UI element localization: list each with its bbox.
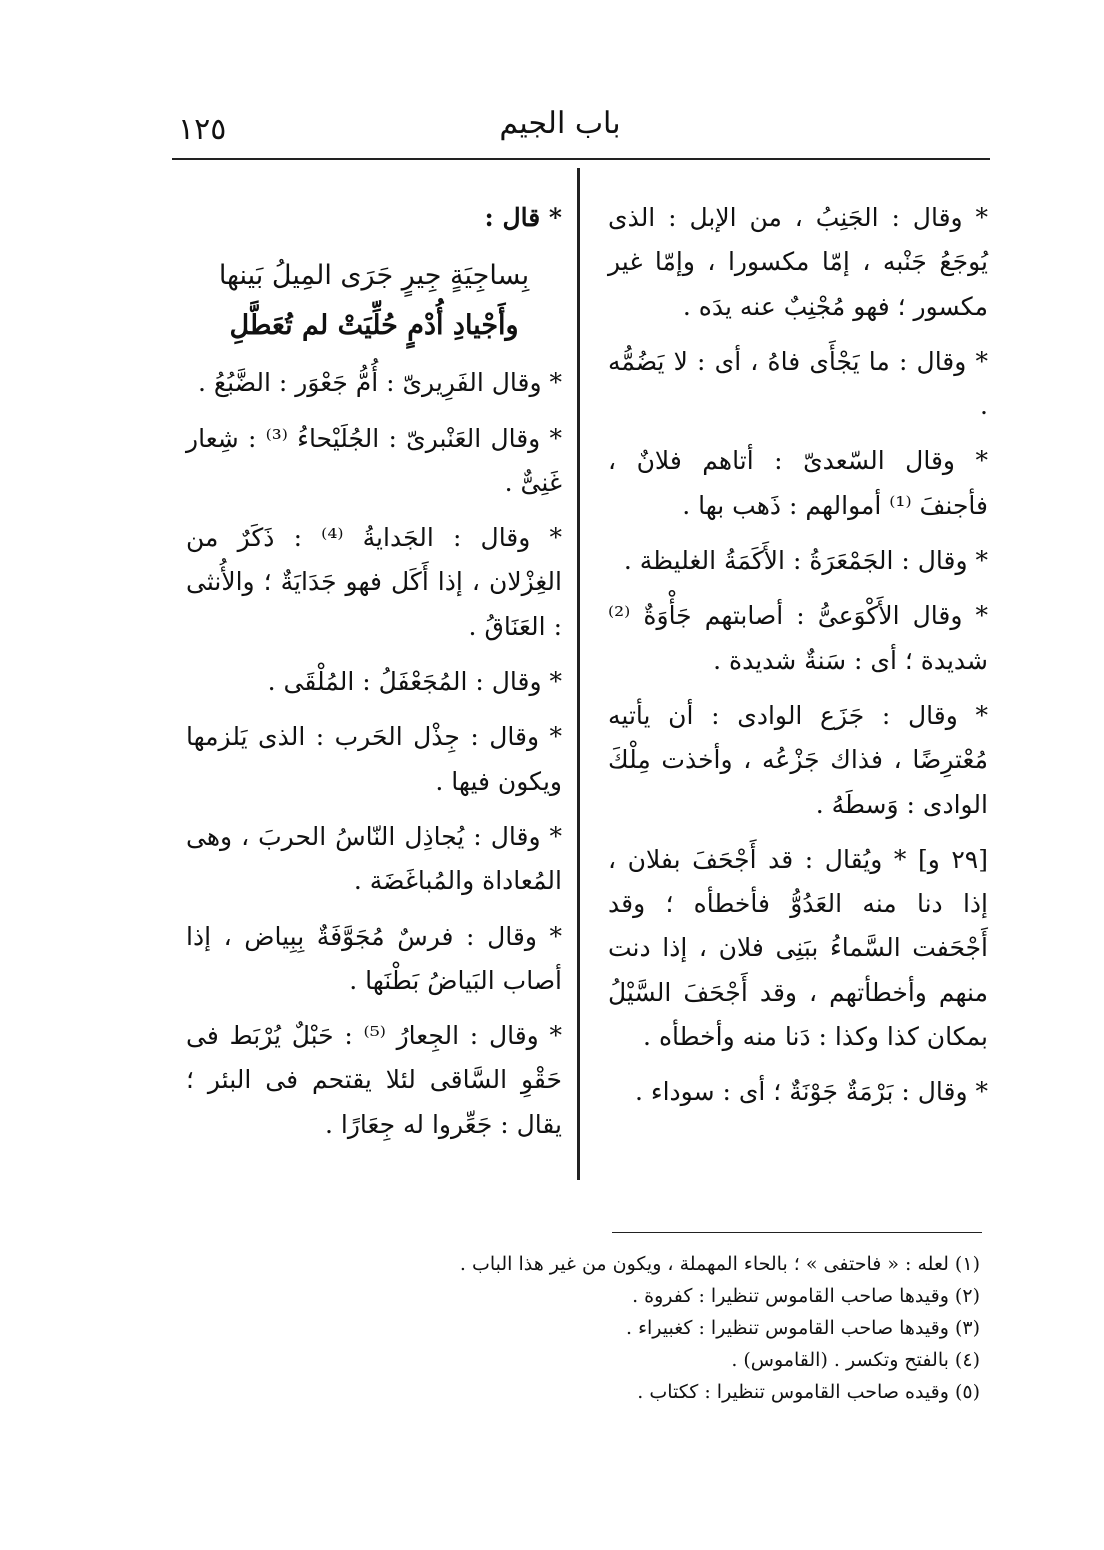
left-column: [186, 196, 562, 1158]
entry-text: * وقال الأَكْوَعىُّ : أصابتهم جَأْوَةٌ ⁽²⁾ شديدة ؛ أى : سَنةٌ شديدة .: [608, 601, 988, 675]
entry-text: * وقال العَنْبرىّ : الجُلَيْحاءُ ⁽³⁾ : شِعار غَنِىٌّ .: [186, 423, 562, 497]
entry: [186, 417, 562, 506]
footnotes: [440, 1248, 980, 1408]
header-rule: [172, 158, 990, 160]
entry-intro: * قال :: [484, 203, 562, 232]
footnote: (٥) وقيده صاحب القاموس تنظيرا : ككتاب .: [637, 1381, 980, 1403]
entry: [186, 1014, 562, 1147]
entry-text: * وقال : يُجاذِل النّاسُ الحربَ ، وهى المُعاداة والمُباغَضَة .: [186, 821, 562, 896]
entry-text: * وقال : الجَمْعَرَةُ : الأَكَمَةُ الغليظة .: [623, 546, 988, 576]
footnote: (٤) بالفتح وتكسر . (القاموس) .: [731, 1349, 980, 1371]
entry-text: * وقال : بَرْمَةٌ جَوْنَةٌ ؛ أى : سوداء .: [634, 1077, 988, 1107]
entry: [608, 1070, 988, 1114]
verse-hemistich-1: بِساجِيَةٍ جِيرٍ جَرَى المِيلُ بَينها: [218, 260, 530, 292]
entry: [608, 694, 988, 827]
entry: [608, 594, 988, 683]
entry: [186, 715, 562, 804]
entry-text: * وقال : جَزَع الوادى : أن يأتيه مُعْترِضًا ، فذاك جَزْعُه ، وأخذت مِلْكَ الوادى : وَسطَهُ .: [608, 700, 988, 819]
entry-text: * وقال السّعدىّ : أتاهم فلانٌ ، فأجنفَ ⁽¹⁾ أموالهم : ذَهب بها .: [608, 446, 988, 520]
entry: [608, 340, 988, 429]
entry-text: [٢٩ و] * ويُقال : قد أَجْحَفَ بفلان ، إذا دنا منه العَدُوُّ فأخطأه ؛ وقد أَجْحَفت السَّماءُ ببَنِى فلان ، إذا دنت منهم وأخطأتهم ، وقد أَجْحَفَ السَّيْلُ بمكان كذا وكذا : دَنا منه وأخطأه .: [608, 844, 988, 1052]
entry-text: * وقال : الجَنِبُ ، من الإبل : الذى يُوجَعُ جَنْبه ، إمّا مكسورا ، وإمّا غير مكسور ؛ فهو مُجْنِبٌ عنه يدَه .: [608, 203, 988, 321]
running-head: باب الجيم: [499, 106, 621, 141]
verse-hemistich-2: وأَجْيادِ أُدْمٍ حُلِّيَتْ لم تُعَطَّلِ: [229, 310, 519, 342]
entry-text: * وقال : الجَدايةُ ⁽⁴⁾ : ذَكَرٌ من الغِزْلان ، إذا أَكَل فهو جَدَايَةٌ ؛ والأُنثى : العَنَاقُ .: [186, 523, 562, 641]
entry: [608, 439, 988, 528]
entry: [608, 838, 988, 1059]
entry-text: * وقال : جِذْل الحَرب : الذى يَلزمها ويكون فيها .: [186, 722, 562, 796]
entry: [186, 660, 562, 704]
entry: [186, 516, 562, 649]
footnote-rule: [612, 1232, 982, 1233]
entry-text: * وقال : المُجَعْفَلُ : المُلْقَى .: [267, 667, 562, 697]
entry: [608, 539, 988, 583]
footnote: (٣) وقيدها صاحب القاموس تنظيرا : كغبيراء .: [626, 1317, 980, 1339]
entry-text: * وقال : فرسٌ مُجَوَّفَةٌ بِبِياض ، إذا أصاب البَياضُ بَطْنَها .: [186, 921, 562, 995]
footnote: (١) لعله : « فاحتفى » ؛ بالحاء المهملة ، ويكون من غير هذا الباب .: [459, 1253, 980, 1275]
entry-text: * وقال : ما يَجْأَى فاهُ ، أى : لا يَضُمُّه .: [608, 346, 988, 421]
entry: [186, 361, 562, 405]
right-column: [608, 196, 988, 1126]
entry: [186, 815, 562, 904]
entry: [186, 915, 562, 1004]
page-number: ١٢٥: [178, 112, 227, 147]
entry-text: * وقال : الجِعارُ ⁽⁵⁾ : حَبْلٌ يُرْبَط فى حَقْوِ السَّاقى لئلا يقتحم فى البئر ؛ يقال : جَعِّروا له جِعَارًا .: [186, 1021, 562, 1139]
footnote: (٢) وقيدها صاحب القاموس تنظيرا : كفروة .: [632, 1285, 980, 1307]
entry: [186, 196, 562, 240]
column-divider: [577, 168, 580, 1180]
entry: [608, 196, 988, 329]
entry-text: * وقال الفَرِيرىّ : أُمُّ جَعْوَر : الضَّبُعُ .: [197, 368, 562, 398]
verse: [186, 251, 562, 351]
